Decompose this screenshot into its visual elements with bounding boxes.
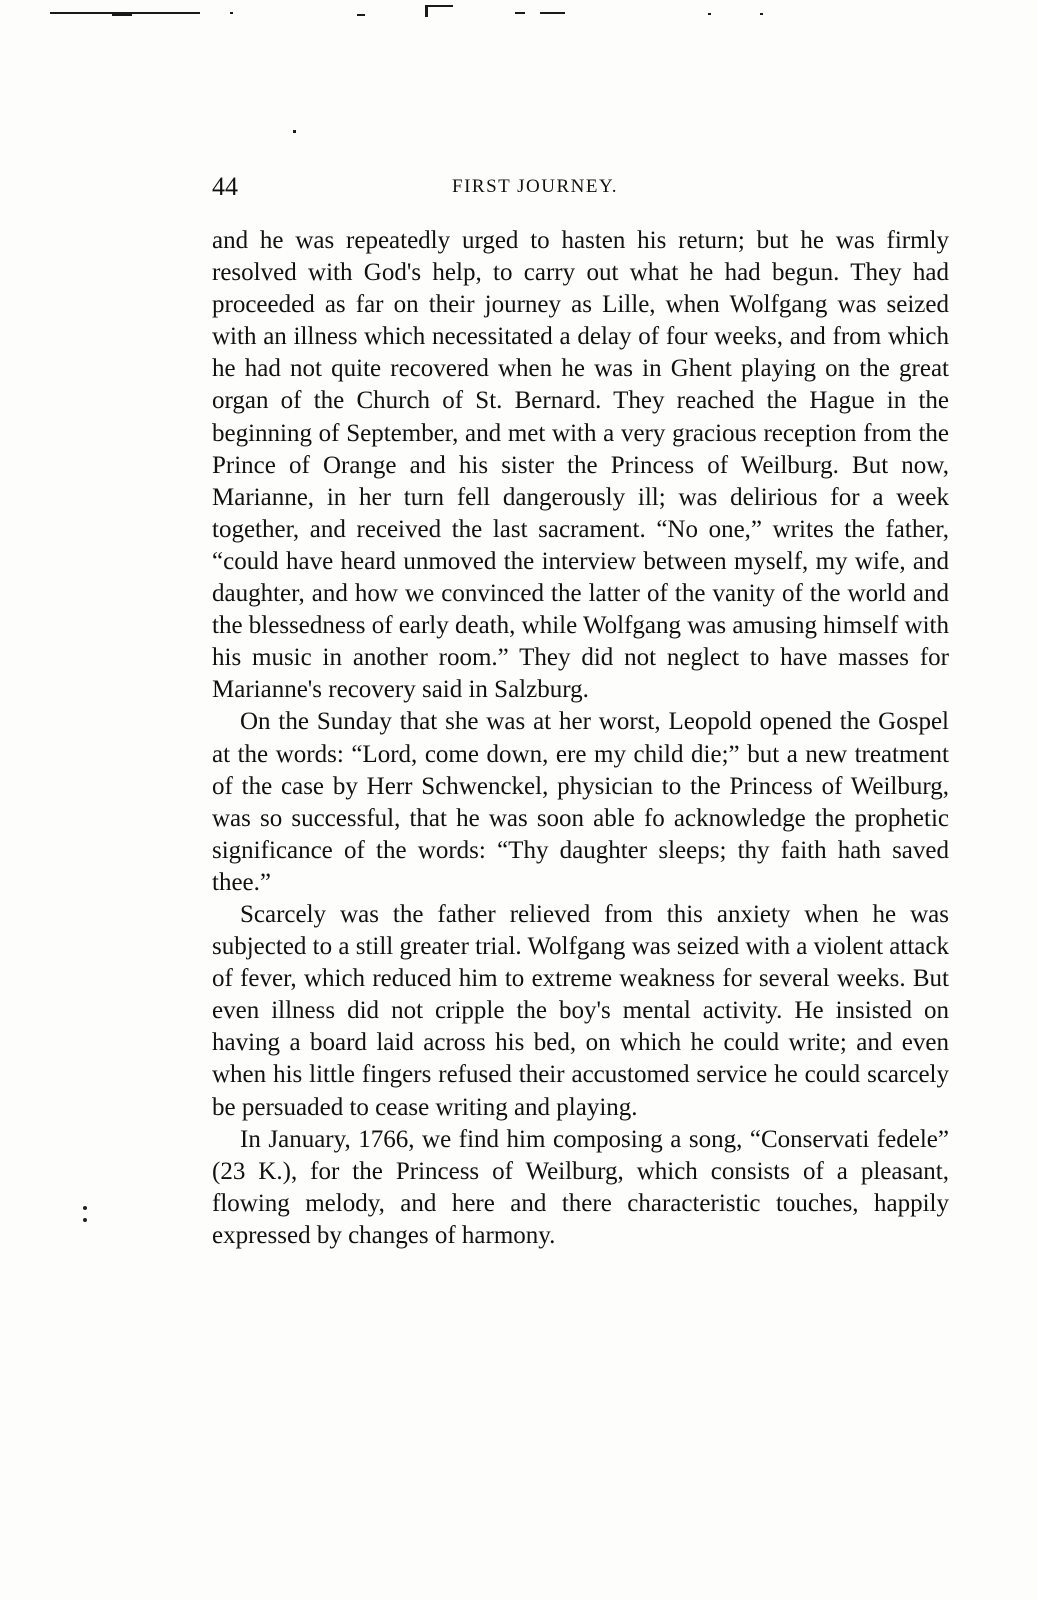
running-title: FIRST JOURNEY. (452, 176, 619, 197)
scan-artifact (425, 5, 453, 7)
scan-artifact (708, 13, 711, 15)
page-number: 44 (212, 172, 238, 201)
paragraph: Scarcely was the father relieved from this anxiety when he was subjected to a still greater trial. Wolfgang was seized with a violent attack of fever, which reduced him to extreme weakness for several weeks. But even illness did not cripple the boy's mental activity. He insisted on having a board laid across his bed, on which he could write; and even when his little fingers refused their accustomed service he could scarcely be persuaded to cease writing and playing. (212, 900, 949, 1121)
scan-artifact (357, 14, 365, 16)
scan-artifact (515, 12, 525, 14)
margin-mark (83, 1218, 87, 1222)
scan-artifact (540, 12, 565, 14)
scan-artifact (112, 14, 132, 16)
scan-artifact (760, 13, 763, 15)
margin-mark (83, 1206, 87, 1210)
scan-artifact (293, 130, 296, 133)
body-text (212, 225, 949, 1252)
running-head (212, 172, 952, 206)
scan-artifact (230, 12, 233, 14)
scan-artifact (425, 5, 428, 17)
paragraph: In January, 1766, we find him composing a song, “Conservati fedele” (23 K.), for the Princess of Weilburg, which consists of a pleasant, flowing melody, and here and there characteristic touches, happily expressed by changes of harmony. (212, 1125, 949, 1249)
paragraph: and he was repeatedly urged to hasten his return; but he was firmly resolved with God's help, to carry out what he had begun. They had proceeded as far on their journey as Lille, when Wolfgang was seized with an illness which necessitated a delay of four weeks, and from which he had not quite recovered when he was in Ghent playing on the great organ of the Church of St. Bernard. They reached the Hague in the beginning of September, and met with a very gracious reception from the Prince of Orange and his sister the Princess of Weilburg. But now, Marianne, in her turn fell dangerously ill; was delirious for a week together, and received the last sacrament. “No one,” writes the father, “could have heard unmoved the interview between myself, my wife, and daughter, and how we convinced the latter of the vanity of the world and the blessedness of early death, while Wolfgang was amusing himself with his music in another room.” They did not neglect to have masses for Marianne's recovery said in Salzburg. (212, 227, 949, 704)
paragraph: On the Sunday that she was at her worst, Leopold opened the Gospel at the words: “Lord, come down, ere my child die;” but a new treatment of the case by Herr Schwenckel, physician to the Princess of Weilburg, was so successful, that he was soon able fo acknowledge the prophetic significance of the words: “Thy daughter sleeps; thy faith hath saved thee.” (212, 708, 949, 896)
